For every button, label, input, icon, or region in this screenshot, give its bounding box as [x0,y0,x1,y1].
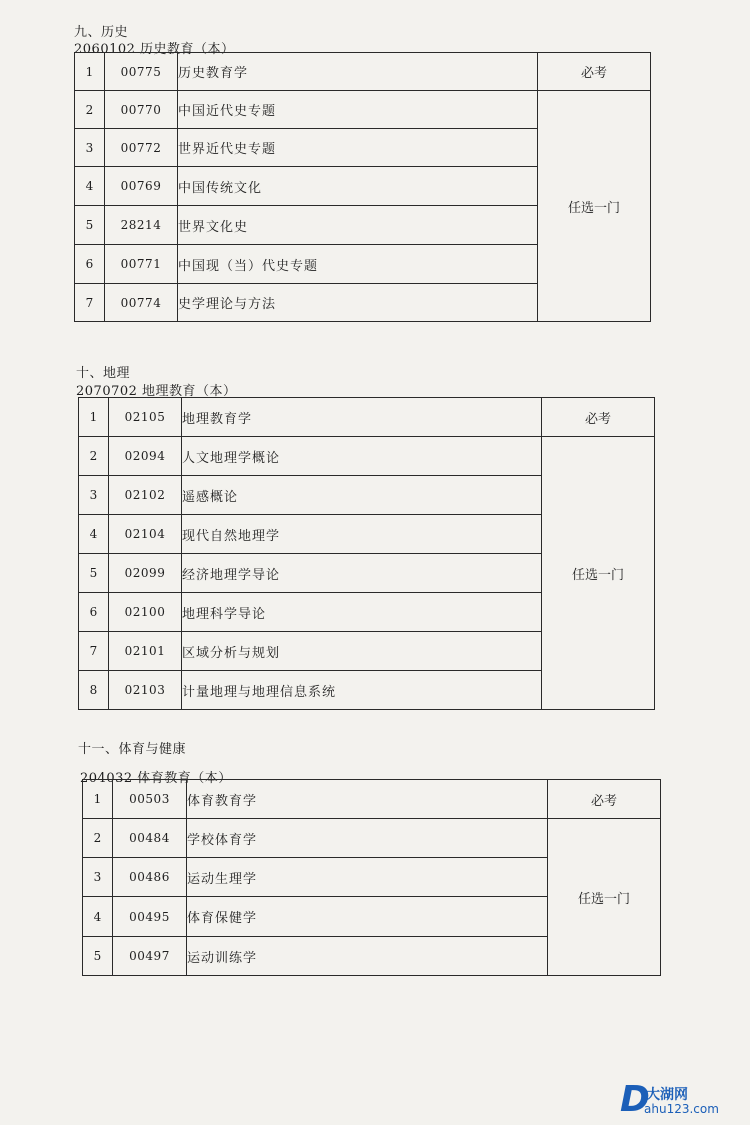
table-row [83,780,661,819]
row-number: 4 [83,897,113,937]
course-name: 计量地理与地理信息系统 [182,671,542,710]
course-name: 人文地理学概论 [182,437,542,476]
section-title: 十一、体育与健康 [78,742,187,757]
required-label: 必考 [548,780,661,819]
course-name: 现代自然地理学 [182,515,542,554]
course-name: 中国近代史专题 [178,91,538,129]
course-table [74,52,651,322]
section-subtitle: 204032 体育教育（本） [80,771,232,786]
table-row [75,53,651,91]
section-subtitle: 2060102 历史教育（本） [74,42,235,57]
row-number: 5 [83,937,113,976]
course-code: 00497 [113,937,187,976]
course-code: 02102 [109,476,182,515]
course-name: 体育保健学 [187,897,548,937]
course-name: 中国传统文化 [178,167,538,206]
row-number: 6 [75,245,105,284]
course-code: 02103 [109,671,182,710]
course-name: 世界文化史 [178,206,538,245]
row-number: 7 [75,284,105,322]
course-code: 00775 [105,53,178,91]
course-code: 28214 [105,206,178,245]
row-number: 4 [79,515,109,554]
course-code: 00503 [113,780,187,819]
course-code: 02105 [109,398,182,437]
course-name: 区域分析与规划 [182,632,542,671]
course-name: 地理教育学 [182,398,542,437]
row-number: 8 [79,671,109,710]
row-number: 6 [79,593,109,632]
row-number: 2 [79,437,109,476]
required-label: 必考 [538,53,651,91]
elective-label: 任选一门 [548,819,661,976]
course-table [78,397,655,710]
course-code: 02099 [109,554,182,593]
course-name: 体育教育学 [187,780,548,819]
watermark-logo-letter: D [620,1079,650,1120]
section-subtitle: 2070702 地理教育（本） [76,384,237,399]
course-name: 遥感概论 [182,476,542,515]
course-name: 历史教育学 [178,53,538,91]
course-code: 02104 [109,515,182,554]
section-title: 十、地理 [76,366,131,381]
section-title: 九、历史 [74,25,129,40]
watermark-url: ahu123.com [644,1102,719,1116]
course-code: 00769 [105,167,178,206]
table-row [79,437,655,476]
course-code: 00484 [113,819,187,858]
course-code: 02101 [109,632,182,671]
row-number: 2 [75,91,105,129]
row-number: 3 [79,476,109,515]
table-row [79,398,655,437]
watermark-site-name: 大湖网 [646,1087,688,1103]
course-table [82,779,661,976]
course-code: 02100 [109,593,182,632]
course-code: 00495 [113,897,187,937]
row-number: 1 [75,53,105,91]
course-code: 00770 [105,91,178,129]
elective-label: 任选一门 [538,91,651,322]
course-name: 中国现（当）代史专题 [178,245,538,284]
row-number: 7 [79,632,109,671]
course-name: 地理科学导论 [182,593,542,632]
required-label: 必考 [542,398,655,437]
course-name: 运动生理学 [187,858,548,897]
course-code: 00771 [105,245,178,284]
course-code: 00486 [113,858,187,897]
table-row [83,819,661,858]
course-code: 02094 [109,437,182,476]
course-name: 学校体育学 [187,819,548,858]
table-row [75,91,651,129]
course-name: 世界近代史专题 [178,129,538,167]
row-number: 3 [83,858,113,897]
course-name: 史学理论与方法 [178,284,538,322]
row-number: 5 [75,206,105,245]
elective-label: 任选一门 [542,437,655,710]
site-watermark [620,1079,746,1120]
course-name: 经济地理学导论 [182,554,542,593]
row-number: 4 [75,167,105,206]
row-number: 1 [83,780,113,819]
row-number: 5 [79,554,109,593]
row-number: 3 [75,129,105,167]
course-code: 00774 [105,284,178,322]
course-code: 00772 [105,129,178,167]
row-number: 2 [83,819,113,858]
row-number: 1 [79,398,109,437]
course-name: 运动训练学 [187,937,548,976]
